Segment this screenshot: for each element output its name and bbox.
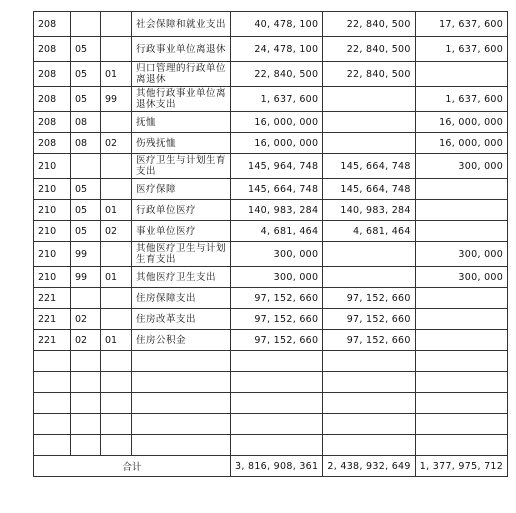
basic-amount (323, 267, 415, 288)
class-code: 221 (34, 309, 71, 330)
project-amount (415, 288, 507, 309)
basic-amount: 145, 664, 748 (323, 154, 415, 179)
empty-row (34, 414, 508, 435)
basic-amount (323, 112, 415, 133)
class-code: 210 (34, 200, 71, 221)
subject-name: 抚恤 (132, 112, 231, 133)
project-amount: 1, 637, 600 (415, 87, 507, 112)
total-amount: 97, 152, 660 (231, 330, 323, 351)
table-row (34, 154, 508, 179)
class-code: 210 (34, 154, 71, 179)
project-amount: 16, 000, 000 (415, 133, 507, 154)
section-code (71, 12, 101, 37)
basic-amount: 97, 152, 660 (323, 330, 415, 351)
section-code: 05 (71, 221, 101, 242)
grand-total-amount: 3, 816, 908, 361 (231, 456, 323, 477)
item-code: 99 (101, 87, 132, 112)
class-code: 208 (34, 112, 71, 133)
basic-amount (323, 133, 415, 154)
table-row (34, 87, 508, 112)
project-amount (415, 330, 507, 351)
class-code: 221 (34, 330, 71, 351)
section-code: 05 (71, 87, 101, 112)
class-code: 210 (34, 267, 71, 288)
basic-amount: 22, 840, 500 (323, 37, 415, 62)
empty-row (34, 393, 508, 414)
project-amount (415, 179, 507, 200)
total-amount: 145, 964, 748 (231, 154, 323, 179)
subject-name: 行政单位医疗 (132, 200, 231, 221)
basic-amount: 140, 983, 284 (323, 200, 415, 221)
section-code: 08 (71, 133, 101, 154)
empty-row (34, 351, 508, 372)
project-amount (415, 221, 507, 242)
class-code: 210 (34, 242, 71, 267)
item-code (101, 12, 132, 37)
subject-name: 社会保障和就业支出 (132, 12, 231, 37)
total-amount: 4, 681, 464 (231, 221, 323, 242)
total-amount: 300, 000 (231, 267, 323, 288)
subject-name: 其他医疗卫生与计划生育支出 (132, 242, 231, 267)
empty-row (34, 435, 508, 456)
empty-row (34, 372, 508, 393)
total-amount: 24, 478, 100 (231, 37, 323, 62)
grand-project-amount: 1, 377, 975, 712 (415, 456, 507, 477)
project-amount: 16, 000, 000 (415, 112, 507, 133)
item-code (101, 309, 132, 330)
subject-name: 住房保障支出 (132, 288, 231, 309)
total-amount: 97, 152, 660 (231, 309, 323, 330)
item-code (101, 242, 132, 267)
total-amount: 16, 000, 000 (231, 133, 323, 154)
class-code: 208 (34, 37, 71, 62)
table-row (34, 288, 508, 309)
subject-name: 住房公积金 (132, 330, 231, 351)
item-code (101, 288, 132, 309)
subject-name: 事业单位医疗 (132, 221, 231, 242)
project-amount: 300, 000 (415, 154, 507, 179)
table-row (34, 330, 508, 351)
table-row (34, 12, 508, 37)
item-code: 01 (101, 267, 132, 288)
basic-amount (323, 242, 415, 267)
section-code: 99 (71, 267, 101, 288)
total-amount: 140, 983, 284 (231, 200, 323, 221)
item-code (101, 154, 132, 179)
budget-table-container (33, 11, 508, 477)
section-code: 99 (71, 242, 101, 267)
subject-name: 伤残抚恤 (132, 133, 231, 154)
subject-name: 其他医疗卫生支出 (132, 267, 231, 288)
total-amount: 145, 664, 748 (231, 179, 323, 200)
total-amount: 16, 000, 000 (231, 112, 323, 133)
section-code: 05 (71, 37, 101, 62)
project-amount (415, 200, 507, 221)
subject-name: 归口管理的行政单位离退休 (132, 62, 231, 87)
section-code (71, 154, 101, 179)
class-code: 208 (34, 62, 71, 87)
total-label: 合计 (34, 456, 231, 477)
class-code: 208 (34, 12, 71, 37)
item-code: 02 (101, 133, 132, 154)
table-row (34, 242, 508, 267)
section-code (71, 288, 101, 309)
project-amount: 300, 000 (415, 267, 507, 288)
item-code: 01 (101, 200, 132, 221)
table-row (34, 133, 508, 154)
item-code (101, 179, 132, 200)
total-amount: 97, 152, 660 (231, 288, 323, 309)
grand-basic-amount: 2, 438, 932, 649 (323, 456, 415, 477)
class-code: 221 (34, 288, 71, 309)
table-row (34, 179, 508, 200)
section-code: 05 (71, 62, 101, 87)
class-code: 210 (34, 221, 71, 242)
project-amount: 1, 637, 600 (415, 37, 507, 62)
class-code: 210 (34, 179, 71, 200)
subject-name: 医疗保障 (132, 179, 231, 200)
budget-expenditure-table (33, 11, 508, 477)
table-row (34, 267, 508, 288)
basic-amount (323, 87, 415, 112)
item-code (101, 37, 132, 62)
project-amount (415, 309, 507, 330)
basic-amount: 4, 681, 464 (323, 221, 415, 242)
basic-amount: 22, 840, 500 (323, 12, 415, 37)
subject-name: 住房改革支出 (132, 309, 231, 330)
basic-amount: 145, 664, 748 (323, 179, 415, 200)
class-code: 208 (34, 133, 71, 154)
item-code: 01 (101, 62, 132, 87)
project-amount: 300, 000 (415, 242, 507, 267)
project-amount (415, 62, 507, 87)
item-code: 02 (101, 221, 132, 242)
table-row (34, 200, 508, 221)
table-row (34, 112, 508, 133)
subject-name: 行政事业单位离退休 (132, 37, 231, 62)
item-code: 01 (101, 330, 132, 351)
table-row (34, 221, 508, 242)
total-row (34, 456, 508, 477)
subject-name: 医疗卫生与计划生育支出 (132, 154, 231, 179)
class-code: 208 (34, 87, 71, 112)
total-amount: 300, 000 (231, 242, 323, 267)
section-code: 02 (71, 330, 101, 351)
table-row (34, 62, 508, 87)
project-amount: 17, 637, 600 (415, 12, 507, 37)
section-code: 08 (71, 112, 101, 133)
section-code: 02 (71, 309, 101, 330)
basic-amount: 22, 840, 500 (323, 62, 415, 87)
table-row (34, 37, 508, 62)
basic-amount: 97, 152, 660 (323, 309, 415, 330)
total-amount: 40, 478, 100 (231, 12, 323, 37)
subject-name: 其他行政事业单位离退休支出 (132, 87, 231, 112)
table-row (34, 309, 508, 330)
section-code: 05 (71, 179, 101, 200)
total-amount: 1, 637, 600 (231, 87, 323, 112)
basic-amount: 97, 152, 660 (323, 288, 415, 309)
item-code (101, 112, 132, 133)
section-code: 05 (71, 200, 101, 221)
total-amount: 22, 840, 500 (231, 62, 323, 87)
